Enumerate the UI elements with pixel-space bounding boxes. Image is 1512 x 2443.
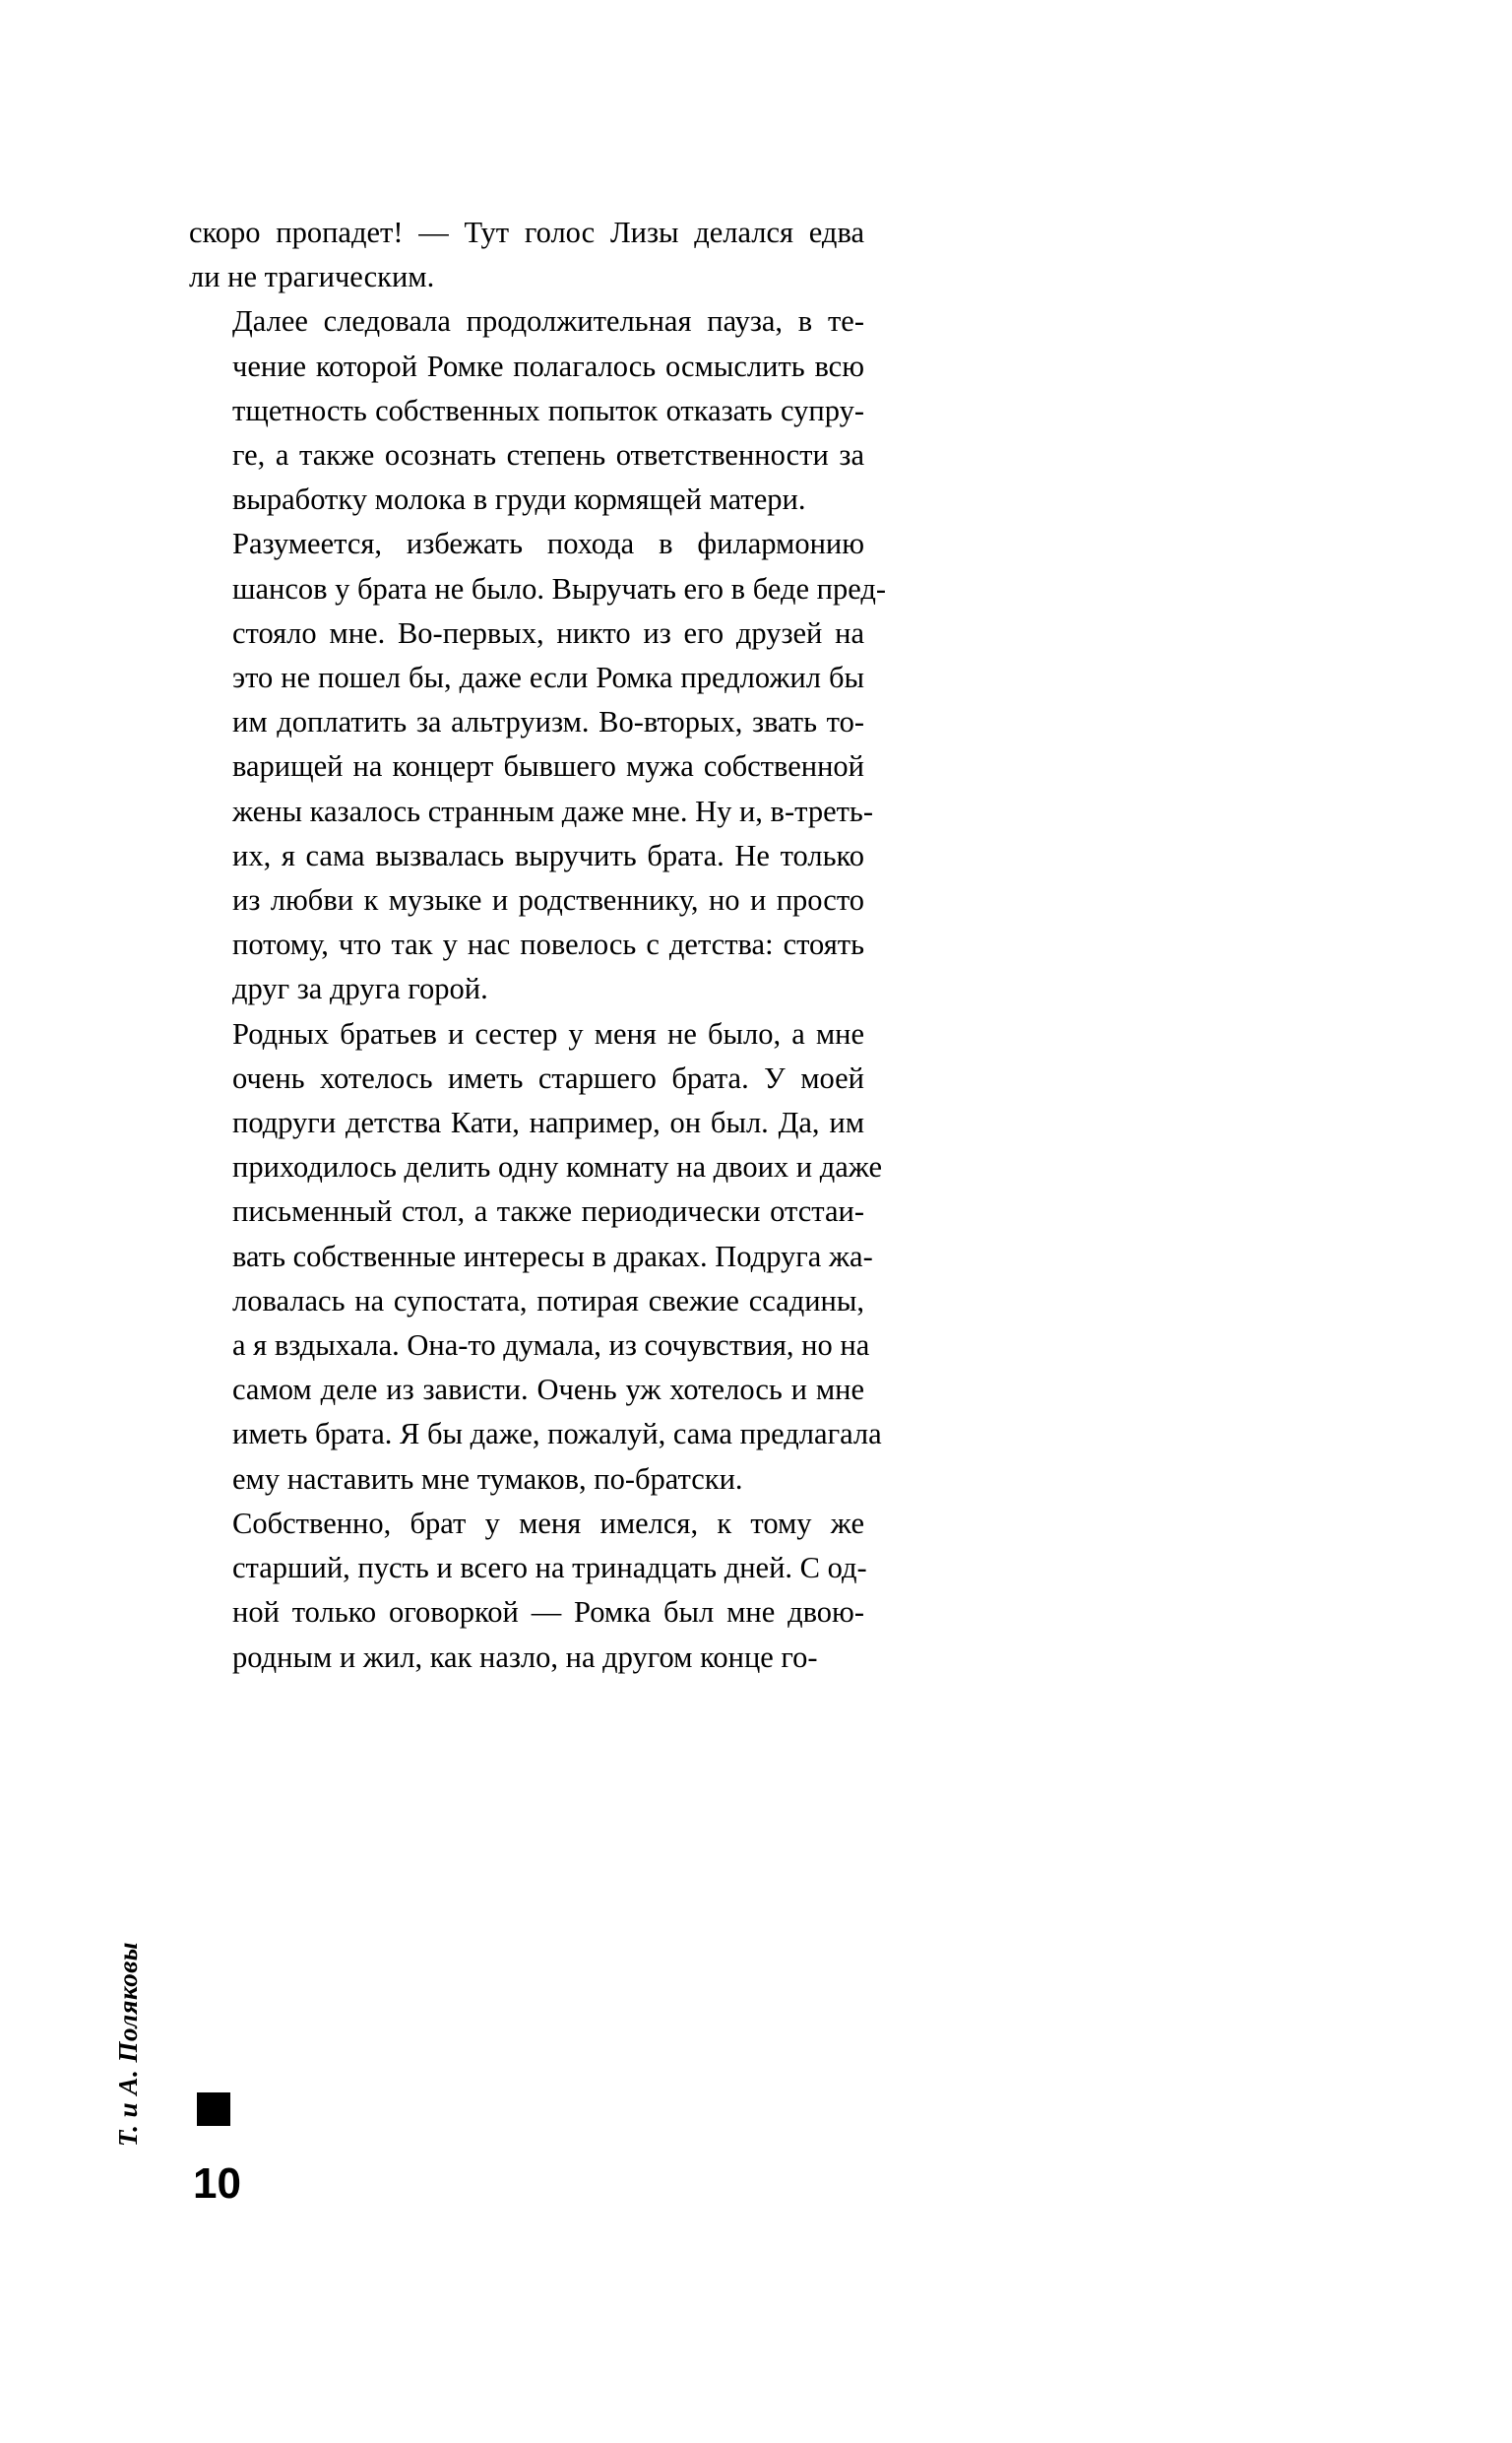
text-line: ге, а также осознать степень ответственности за	[232, 438, 864, 473]
paragraph	[189, 522, 887, 1011]
text-line: приходилось делить одну комнату на двоих и даже	[232, 1150, 883, 1185]
paragraph	[189, 211, 864, 299]
text-line: потому, что так у нас повелось с детства: стоять	[232, 928, 864, 962]
running-head-author	[0, 1733, 256, 2147]
text-line: это не пошел бы, даже если Ромка предложил бы	[232, 661, 864, 695]
paragraph	[189, 1502, 867, 1680]
text-line: иметь брата. Я бы даже, пожалуй, сама предлагала	[232, 1417, 882, 1451]
text-line: выработку молока в груди кормящей матери.	[232, 482, 806, 517]
text-line: а я вздыхала. Она-то думала, из сочувствия, но на	[232, 1328, 870, 1363]
text-line: подруги детства Кати, например, он был. Да, им	[232, 1106, 864, 1140]
text-line: Родных братьев и сестер у меня не было, а мне	[232, 1016, 864, 1051]
text-line: Собственно, брат у меня имелся, к тому же	[232, 1506, 864, 1540]
text-line: Разумеется, избежать похода в филармонию	[232, 527, 864, 561]
text-line: вать собственные интересы в драках. Подруга жа-	[232, 1239, 873, 1273]
running-head-text: Т. и А. Поляковы	[112, 1941, 143, 2147]
text-line: из любви к музыке и родственнику, но и просто	[232, 883, 864, 918]
paragraph	[189, 299, 864, 522]
text-line: ловалась на супостата, потирая свежие ссадины,	[232, 1283, 864, 1318]
text-line: письменный стол, а также периодически отстаи-	[232, 1194, 864, 1229]
black-square-marker	[197, 2092, 230, 2126]
text-line: их, я сама вызвалась выручить брата. Не только	[232, 838, 864, 872]
text-line: жены казалось странным даже мне. Ну и, в-треть-	[232, 794, 873, 828]
text-line: чение которой Ромке полагалось осмыслить всю	[232, 349, 864, 383]
text-line: стояло мне. Во-первых, никто из его друзей на	[232, 615, 864, 650]
body-text-column	[189, 211, 887, 1680]
text-line: друг за друга горой.	[232, 972, 488, 1006]
page-number: 10	[193, 2159, 241, 2208]
text-line: ной только оговоркой — Ромка был мне двою-	[232, 1595, 864, 1630]
text-line: очень хотелось иметь старшего брата. У моей	[232, 1061, 864, 1095]
text-line: скоро пропадет! — Тут голос Лизы делался едва	[189, 216, 864, 249]
text-line: самом деле из зависти. Очень уж хотелось и мне	[232, 1373, 864, 1407]
text-line: Далее следовала продолжительная пауза, в те-	[232, 304, 864, 339]
text-line: им доплатить за альтруизм. Во-вторых, звать то-	[232, 705, 864, 739]
text-line: ему наставить мне тумаков, по-братски.	[232, 1461, 743, 1496]
paragraph	[189, 1012, 883, 1502]
text-line: родным и жил, как назло, на другом конце го-	[232, 1639, 818, 1674]
text-line: варищей на концерт бывшего мужа собственной	[232, 749, 864, 784]
text-line: шансов у брата не было. Выручать его в беде пред-	[232, 571, 887, 606]
text-line: ли не трагическим.	[189, 260, 435, 294]
text-line: тщетность собственных попыток отказать супру-	[232, 393, 864, 427]
text-line: старший, пусть и всего на тринадцать дней. С од-	[232, 1551, 867, 1585]
